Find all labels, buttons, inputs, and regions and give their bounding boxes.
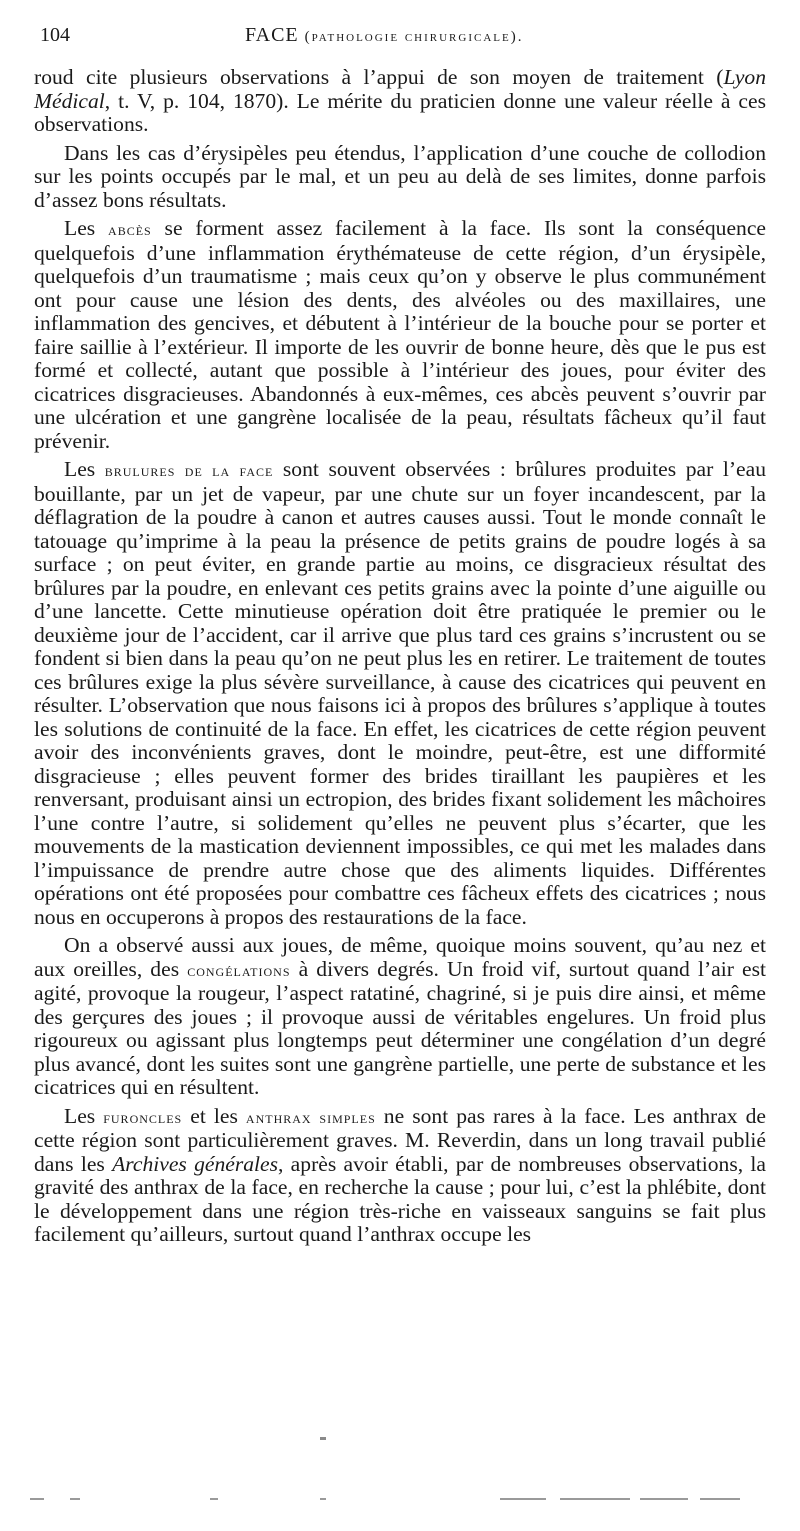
italic-title: Archives générales <box>112 1151 279 1176</box>
text-run: Les <box>64 457 105 481</box>
running-header <box>40 24 770 54</box>
text-run: à divers degrés. Un froid vif, surtout quand l’air est agité, provoque la rougeur, l’aspect ratatiné, chagriné, si je puis dire ainsi, et même des gerçures des joues ; il provoque aussi de véritables engelures. Un froid plus rigoureux ou agissant plus longtemps peut déterminer une congélation d’un degré plus avancé, dont les suites sont une gangrène partielle, une perte de substance et les cicatrices qui en résultent. <box>34 956 766 1099</box>
paragraph-p5 <box>34 934 766 1100</box>
scan-mark <box>700 1498 740 1500</box>
scan-mark <box>210 1498 218 1500</box>
running-title <box>245 24 523 47</box>
small-caps-term: congélations <box>187 960 291 980</box>
scan-mark <box>500 1498 546 1500</box>
body-text <box>34 66 766 1247</box>
page-bottom-scan-marks <box>30 1498 770 1504</box>
paragraph-p4 <box>34 458 766 929</box>
text-run: roud cite plusieurs observations à l’appui de son moyen de traitement ( <box>34 65 724 89</box>
scan-mark <box>640 1498 688 1500</box>
running-title-main: FACE <box>245 24 299 46</box>
text-run: , t. V, p. 104, 1870). Le mérite du praticien donne une valeur réelle à ces observations. <box>34 88 766 136</box>
print-speck <box>320 1437 326 1440</box>
scan-mark <box>320 1498 326 1500</box>
text-run: Dans les cas d’érysipèles peu étendus, l’application d’une couche de collodion sur les points occupés par le mal, et un peu au delà de ses limites, donne parfois d’assez bons résultats. <box>34 140 766 212</box>
scan-mark <box>560 1498 630 1500</box>
text-run: , après avoir établi, par de nombreuses observations, la gravité des anthrax de la face, en recherche la cause ; pour lui, c’est la phlébite, dont le développement dans une région très-riche en vaisseaux sanguins se fait plus facilement qu’ailleurs, surtout quand l’anthrax occupe les <box>34 1151 766 1246</box>
text-run: se forment assez facilement à la face. Ils sont la conséquence quelquefois d’une inflammation érythémateuse de cette région, d’un érysipèle, quelquefois d’un traumatisme ; mais ceux qu’on y observe le plus communément ont pour cause une lésion des dents, des alvéoles ou des maxillaires, une inflammation des gencives, et débutent à l’intérieur de la bouche pour se porter et faire saillie à l’extérieur. Il importe de les ouvrir de bonne heure, dès que le pus est formé et collecté, autant que possible à l’intérieur des joues, pour éviter des cicatrices disgracieuses. Abandonnés à eux-mêmes, ces abcès peuvent s’ouvrir par une ulcération et une gangrène localisée de la peau, résultats fâcheux qu’il faut prévenir. <box>34 216 767 453</box>
small-caps-term: anthrax simples <box>245 1107 376 1127</box>
small-caps-term: abcès <box>108 220 152 239</box>
text-run: On a observé aussi aux joues, de même, quoique moins souvent, qu’au nez et aux oreilles, des <box>34 933 766 981</box>
small-caps-term: furoncles <box>103 1107 183 1127</box>
paragraph-p3 <box>34 217 766 453</box>
text-run: sont souvent observées : brûlures produites par l’eau bouillante, par un jet de vapeur, par une chute sur un foyer incandescent, par la déflagration de la poudre à canon et autres causes aussi. Tout le monde connaît le tatouage qu’imprime à la peau la présence de petits grains de poudre logés à sa surface ; on peut éviter, en grande partie au moins, ce disgracieux résultat des brûlures par la poudre, en enlevant ces petits grains avec la pointe d’une aiguille ou d’une lancette. Cette minutieuse opération doit être pratiquée le premier ou le deuxième jour de l’accident, car il arrive que plus tard ces grains s’incrustent ou se fondent si bien dans la peau qu’on ne peut plus les en retirer. Le traitement de toutes ces brûlures exige la plus sévère surveillance, à cause des cicatrices qui peuvent en résulter. L’observation que nous faisons ici à propos des brûlures s’applique à toutes les solutions de continuité de la face. En effet, les cicatrices de cette région peuvent avoir des inconvénients graves, dont le moindre, peut-être, est une difformité disgracieuse ; elles peuvent former des brides tiraillant les paupières et les renversant, produisant ainsi un ectropion, des brides fixant solidement les mâchoires l’une contre l’autre, si solidement qu’elles ne peuvent plus s’écarter, que les mouvements de la mastication deviennent impossibles, ce qui met les malades dans l’impuissance de prendre autre chose que des aliments liquides. Différentes opérations ont été proposées pour combattre ces fâcheux effets des cicatrices ; nous nous en occuperons à propos des restaurations de la face. <box>34 457 767 929</box>
text-run: et les <box>182 1103 246 1128</box>
page-number: 104 <box>40 24 70 46</box>
text-run: Les <box>64 216 109 240</box>
paragraph-p1 <box>34 66 766 137</box>
text-run: Les <box>64 1103 104 1128</box>
small-caps-term: brulures de la face <box>104 461 274 480</box>
paragraph-p2 <box>34 142 766 213</box>
scan-mark <box>70 1498 80 1500</box>
scan-mark <box>30 1498 44 1500</box>
running-title-sub: (pathologie chirurgicale). <box>304 29 524 45</box>
italic-title: Lyon Médical <box>34 65 766 113</box>
paragraph-p6 <box>34 1105 766 1247</box>
text-run: ne sont pas rares à la face. Les anthrax de cette région sont particulièrement graves. M. Reverdin, dans un long travail publié dans les <box>34 1103 767 1176</box>
